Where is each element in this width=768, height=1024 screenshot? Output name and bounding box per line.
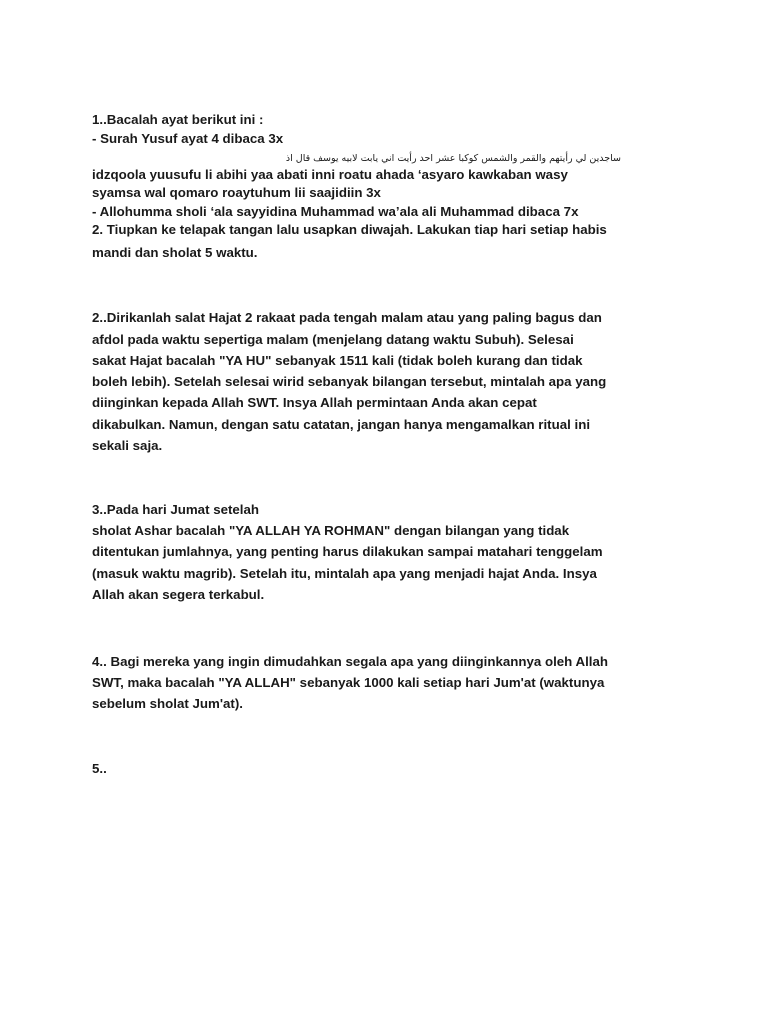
section2-line: diinginkan kepada Allah SWT. Insya Allah permintaan Anda akan cepat: [92, 395, 537, 410]
section2-line: sakat Hajat bacalah "YA HU" sebanyak 1511 kali (tidak boleh kurang dan tidak: [92, 353, 583, 368]
section3-line: (masuk waktu magrib). Setelah itu, mintalah apa yang menjadi hajat Anda. Insya: [92, 566, 597, 581]
section1-transliteration-line2: syamsa wal qomaro roaytuhum lii saajidiin 3x: [92, 185, 381, 200]
section2-line: dikabulkan. Namun, dengan satu catatan, jangan hanya mengamalkan ritual ini: [92, 417, 591, 432]
section1-item-sholawat: - Allohumma sholi ‘ala sayyidina Muhammad wa’ala ali Muhammad dibaca 7x: [92, 204, 579, 219]
section2-line: boleh lebih). Setelah selesai wirid sebanyak bilangan tersebut, mintalah apa yang: [92, 374, 607, 389]
section1-step2-line1: 2. Tiupkan ke telapak tangan lalu usapkan diwajah. Lakukan tiap hari setiap habis: [92, 222, 607, 237]
section5-heading: 5..: [92, 761, 107, 776]
section3-line: Allah akan segera terkabul.: [92, 587, 265, 602]
section2-line: sekali saja.: [92, 438, 163, 453]
section1-transliteration-line1: idzqoola yuusufu li abihi yaa abati inni roatu ahada ‘asyaro kawkaban wasy: [92, 167, 568, 182]
section3-line: sholat Ashar bacalah "YA ALLAH YA ROHMAN" dengan bilangan yang tidak: [92, 523, 570, 538]
section1-step2-line2: mandi dan sholat 5 waktu.: [92, 245, 258, 260]
section4-line: 4.. Bagi mereka yang ingin dimudahkan segala apa yang diinginkannya oleh Allah: [92, 654, 609, 669]
section2-line: 2..Dirikanlah salat Hajat 2 rakaat pada tengah malam atau yang paling bagus dan: [92, 310, 602, 325]
section4-line: SWT, maka bacalah "YA ALLAH" sebanyak 1000 kali setiap hari Jum'at (waktunya: [92, 675, 605, 690]
section3-line: ditentukan jumlahnya, yang penting harus dilakukan sampai matahari tenggelam: [92, 544, 603, 559]
section1-arabic-verse: ساجدين لي رأيتهم والقمر والشمس كوكبا عشر احد رأيت اني يابت لابيه يوسف قال اذ: [285, 153, 621, 164]
section2-line: afdol pada waktu sepertiga malam (menjelang datang waktu Subuh). Selesai: [92, 332, 574, 347]
section1-item-surah-yusuf: - Surah Yusuf ayat 4 dibaca 3x: [92, 131, 284, 146]
section1-heading: 1..Bacalah ayat berikut ini :: [92, 112, 264, 127]
section4-line: sebelum sholat Jum'at).: [92, 696, 243, 711]
section3-line: 3..Pada hari Jumat setelah: [92, 502, 260, 517]
